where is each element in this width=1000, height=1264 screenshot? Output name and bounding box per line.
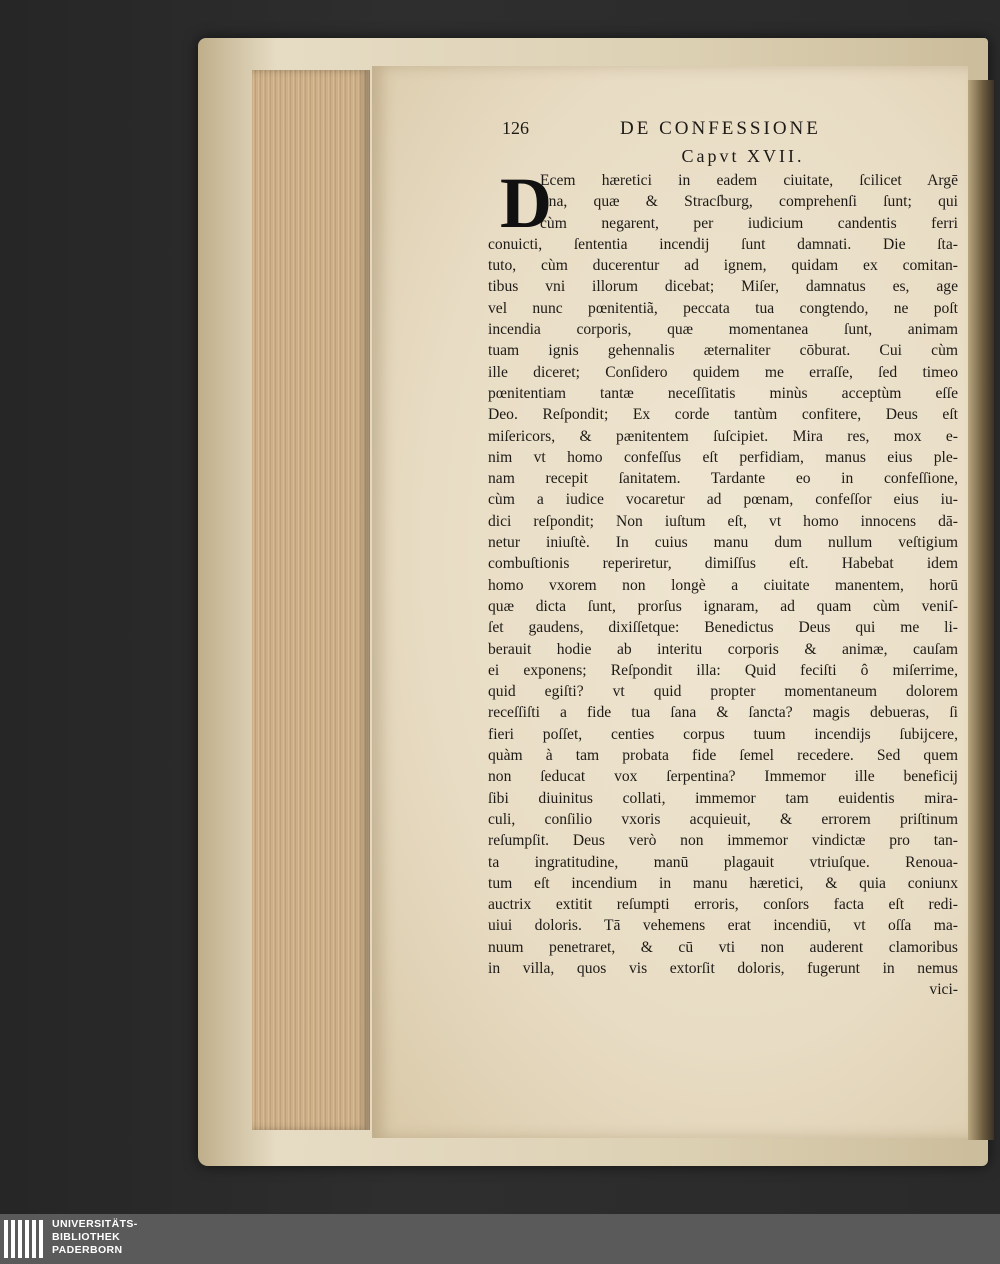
- text-line: culi, conſilio vxoris acquieuit, & errorem priſtinum: [488, 810, 958, 828]
- text-line: netur iniuſtè. In cuius manu dum nullum veſtigium: [488, 534, 958, 552]
- text-line: dici reſpondit; Non iuſtum eſt, vt homo innocens dā-: [488, 512, 958, 530]
- text-line: tuto, cùm ducerentur ad ignem, quidam ex comitan-: [488, 257, 958, 275]
- text-line: incendia corporis, quæ momentanea ſunt, animam: [488, 321, 958, 339]
- page-block-edge: [252, 70, 370, 1130]
- text-line: homo vxorem non longè a ciuitate manentem, horū: [488, 576, 958, 594]
- text-line: vici-: [929, 981, 958, 999]
- text-line: quæ dicta ſunt, prorſus ignaram, ad quam cùm veniſ-: [488, 597, 958, 615]
- text-line: non ſeducat vox ſerpentina? Immemor ille beneficij: [488, 768, 958, 786]
- institution-line-3: PADERBORN: [52, 1244, 123, 1256]
- text-line: pœnitentiam tantæ neceſſitatis minùs acceptùm eſſe: [488, 384, 958, 402]
- text-line: ei exponens; Reſpondit illa: Quid feciſti ô miſerrime,: [488, 661, 958, 679]
- text-line: nuum penetraret, & cū vti non auderent clamoribus: [488, 938, 958, 956]
- text-line: ſibi diuinitus collati, immemor tam euidentis mira-: [488, 789, 958, 807]
- text-line: tum eſt incendium in manu hæretici, & quia coniunx: [488, 874, 958, 892]
- text-line: tina, quæ & Stracſburg, comprehenſi ſunt; qui: [540, 193, 958, 211]
- text-line: Deo. Reſpondit; Ex corde tantùm confitere, Deus eſt: [488, 406, 958, 424]
- chapter-heading: Capvt XVII.: [681, 146, 805, 166]
- footer-bar: [0, 1214, 1000, 1264]
- text-line: in villa, quos vis extorſit doloris, fugerunt in nemus: [488, 959, 958, 977]
- text-line: cùm a iudice vocaretur ad pœnam, confeſſor eius iu-: [488, 491, 958, 509]
- text-line: nam recepit ſanitatem. Tardante eo in confeſſione,: [488, 470, 958, 488]
- text-line: Ecem hæretici in eadem ciuitate, ſcilicet Argē: [540, 172, 958, 189]
- facing-page-edge: [968, 80, 994, 1140]
- body-text: [488, 163, 958, 1001]
- page-text-block: [488, 118, 958, 1001]
- text-line: tibus vni illorum dicebat; Miſer, damnatus es, age: [488, 278, 958, 296]
- running-head: DE CONFESSIONE: [620, 118, 821, 139]
- text-line: receſſiſti a fide tua ſana & ſancta? magis debueras, ſi: [488, 704, 958, 722]
- text-line: ille diceret; Conſidero quidem me erraſſe, ſed timeo: [488, 363, 958, 381]
- text-line: uiui doloris. Tā vehemens erat incendiū, vt oſſa ma-: [488, 917, 958, 935]
- library-bars-logo-icon: [4, 1220, 44, 1258]
- page-number: 126: [502, 118, 529, 138]
- institution-line-2: BIBLIOTHEK: [52, 1231, 121, 1243]
- text-line: combuſtionis reperiretur, dimiſſus eſt. Habebat idem: [488, 555, 958, 573]
- text-line: cùm negarent, per iudicium candentis ferri: [540, 214, 958, 232]
- page-header: [488, 118, 958, 146]
- text-line: reſumpſit. Deus verò non immemor vindictæ pro tan-: [488, 832, 958, 850]
- drop-cap: D: [500, 163, 552, 243]
- text-line: vel nunc pœnitentiã, peccata tua congtendo, ne poſt: [488, 299, 958, 317]
- text-line: quid egiſti? vt quid propter momentaneum dolorem: [488, 683, 958, 701]
- text-line: nim vt homo confeſſus eſt perfidiam, manus eius ple-: [488, 448, 958, 466]
- text-line: berauit hodie ab interitu corporis & animæ, cauſam: [488, 640, 958, 658]
- text-line: ſet gaudens, dixiſſetque: Benedictus Deus qui me li-: [488, 619, 958, 637]
- text-line: ta ingratitudine, manū plagauit vtriuſque. Renoua-: [488, 853, 958, 871]
- text-line: auctrix extitit reſumpti erroris, conſors facta eſt redi-: [488, 896, 958, 914]
- institution-name: [52, 1218, 138, 1257]
- institution-line-1: UNIVERSITÄTS-: [52, 1218, 138, 1230]
- text-line: fieri poſſet, centies corpus tuum incendijs ſubijcere,: [488, 725, 958, 743]
- text-line: miſericors, & pænitentem ſuſcipiet. Mira res, mox e-: [488, 427, 958, 445]
- text-line: tuam ignis gehennalis æternaliter cōburat. Cui cùm: [488, 342, 958, 360]
- text-line: quàm à tam probata fide ſemel recedere. Sed quem: [488, 747, 958, 765]
- text-line: conuicti, ſententia incendij ſunt damnati. Die ſta-: [488, 235, 958, 253]
